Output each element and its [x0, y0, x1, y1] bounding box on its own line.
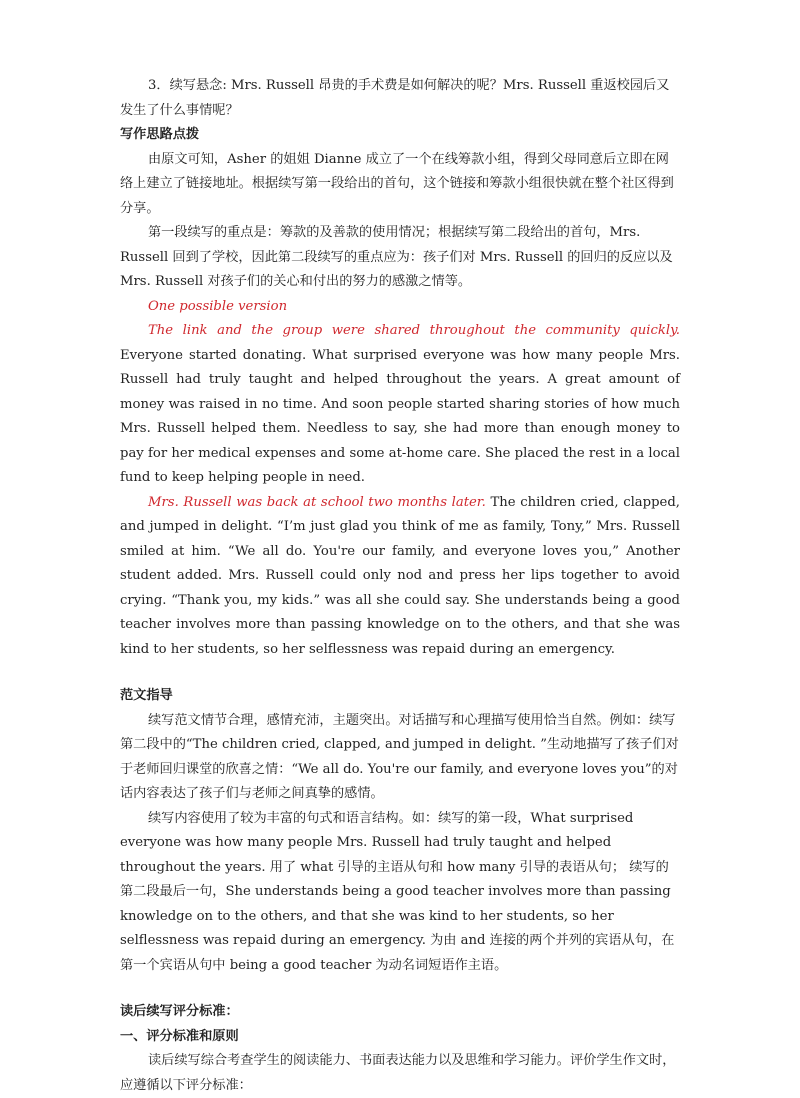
version-paragraph-1-body: Everyone started donating. What surprised everyone was how many people Mrs. Russell had truly taught and helped throughout the years. A great amount of money was raised in no time. And soon people started sharing stories of how much Mrs. Russell helped them. Needless to say, she had more than enough money to pay for her medical expenses and some at-home care. She placed the rest in a local fund to keep helping people in need. [120, 347, 680, 485]
tips-paragraph-2: 第一段续写的重点是：筹款的及善款的使用情况；根据续写第二段给出的首句，Mrs. Russell 回到了学校，因此第二段续写的重点应为：孩子们对 Mrs. Russell 的回归的反应以及 Mrs. Russell 对孩子们的关心和付出的努力的感激之情等。 [120, 225, 673, 289]
version-paragraph-1 [120, 319, 680, 491]
subheading-scoring-principles: 一、评分标准和原则 [120, 1028, 239, 1044]
guidance-paragraph-2: 续写内容使用了较为丰富的句式和语言结构。如：续写的第一段，What surprised everyone was how many people Mrs. Russell had truly taught and helped throughout the years. 用了 what 引导的主语从句和 how many 引导的表语从句； 续写的第二段最后一句，She understands being a good teacher involves more than passing knowledge on to the others, and that she was kind to her students, so her selflessness was repaid during an emergency. 为由 and 连接的两个并列的宾语从句，在第一个宾语从句中 being a good teacher 为动名词短语作主语。 [120, 810, 675, 973]
section-heading-scoring-criteria: 读后续写评分标准： [120, 1004, 239, 1019]
section-heading-writing-tips: 写作思路点拨 [120, 127, 200, 142]
suspense-paragraph: 3．续写悬念: Mrs. Russell 昂贵的手术费是如何解决的呢？Mrs. Russell 重返校园后又发生了什么事情呢？ [120, 78, 670, 118]
document-page [120, 74, 680, 1098]
version-paragraph-2-body: The children cried, clapped, and jumped in delight. “I’m just glad you think of me as family, Tony,” Mrs. Russell smiled at him. “We all do. You're our family, and everyone loves you,” Another student added. Mrs. Russell could only nod and press her lips together to avoid crying. “Thank you, my kids.” was all she could say. She understands being a good teacher involves more than passing knowledge on to the others, and that she was kind to her students, so her selflessness was repaid during an emergency. [120, 494, 680, 657]
tips-paragraph-1: 由原文可知，Asher 的姐姐 Dianne 成立了一个在线筹款小组，得到父母同意后立即在网络上建立了链接地址。根据续写第一段给出的首句，这个链接和筹款小组很快就在整个社区得到分享。 [120, 151, 674, 216]
spacer [120, 978, 680, 1000]
version-label: One possible version [148, 298, 288, 314]
spacer [120, 662, 680, 684]
scoring-paragraph-1: 读后续写综合考查学生的阅读能力、书面表达能力以及思维和学习能力。评价学生作文时，应遵循以下评分标准： [120, 1053, 676, 1093]
version-paragraph-2 [120, 491, 680, 663]
guidance-paragraph-1: 续写范文情节合理，感情充沛，主题突出。对话描写和心理描写使用恰当自然。例如：续写第二段中的“The children cried, clapped, and jumped in delight. ”生动地描写了孩子们对于老师回归课堂的欣喜之情：“We all do. You're our family, and everyone loves you”的对话内容表达了孩子们与老师之间真挚的感情。 [120, 712, 679, 801]
section-heading-model-guidance: 范文指导 [120, 688, 173, 703]
version-paragraph-2-lead: Mrs. Russell was back at school two months later. [148, 494, 486, 510]
version-paragraph-1-lead: The link and the group were shared throughout the community quickly. [148, 323, 680, 338]
